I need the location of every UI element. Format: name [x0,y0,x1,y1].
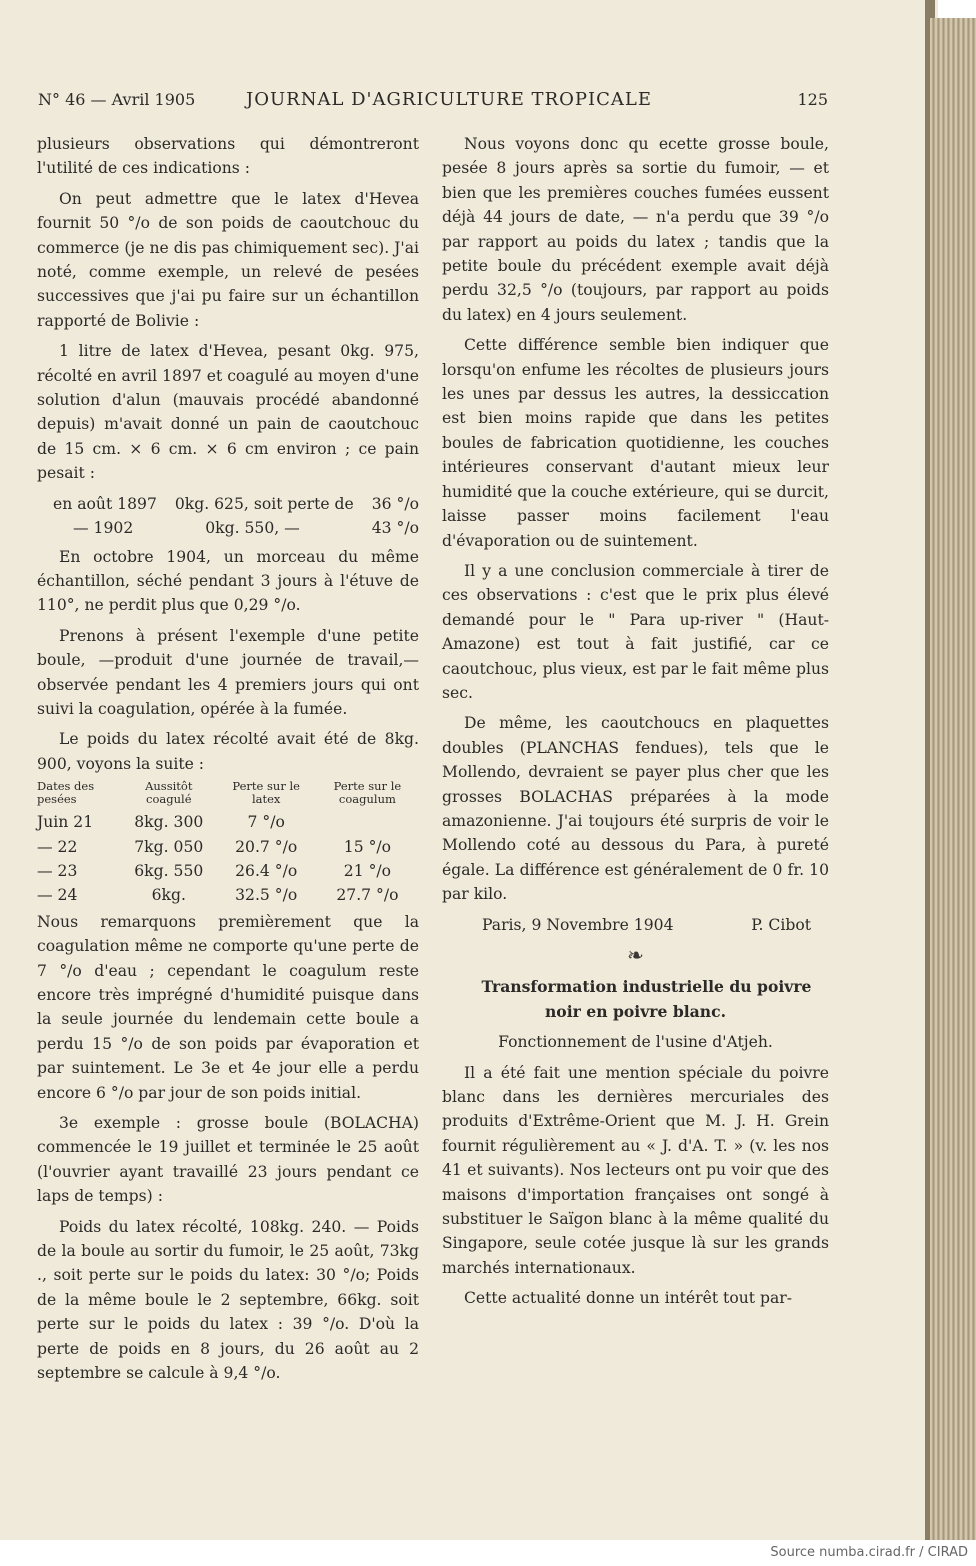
table-cell: 21 °/o [343,861,392,880]
paragraph: Le poids du latex récolté avait été de 8kg. 900, voyons la suite : [37,730,419,773]
table-row [37,835,419,859]
table-cell: 32.5 °/o [235,886,298,905]
weigh-loss: 36 °/o [371,494,419,513]
source-credit: Source numba.cirad.fr / CIRAD [770,1545,968,1560]
weigh-weight: 0kg. 550, — [205,519,300,538]
table-cell: 6kg. 550 [134,861,204,880]
left-column [37,132,419,1392]
page-number: 125 [797,90,828,109]
table-cell: — 23 [37,861,78,880]
table-cell: 20.7 °/o [235,837,298,856]
running-header [38,90,828,114]
table-cell: 7kg. 050 [134,837,204,856]
column-header: Perte sur le latex [232,779,300,807]
paragraph: Cette différence semble bien indiquer que lorsqu'on enfume les récoltes de plusieurs jours les unes par dessus les autres, la dessiccation est bien moins rapide que dans les petites boules de fabrication quotidienne, les couches intérieures conservant d'autant mieux leur humidité que la couche extérieure, qui se durcit, laisse passer moins facilement l'eau d'évaporation ou de suintement. [442,336,829,550]
table-cell: — 24 [37,886,78,905]
table-cell [316,810,419,834]
weigh-date: — 1902 [73,519,134,538]
weigh-date: en août 1897 [53,494,157,513]
paragraph: 1 litre de latex d'Hevea, pesant 0kg. 975, récolté en avril 1897 et coagulé au moyen d'une solution d'alun (mauvais procédé abandonné depuis) m'avait donné un pain de caoutchouc de 15 cm. × 6 cm. × 6 cm environ ; ce pain pesait : [37,342,419,483]
paragraph: Nous voyons donc qu ecette grosse boule, pesée 8 jours après sa sortie du fumoir, — et bien que les premières couches fumées eussent déjà 44 jours de date, — n'a perdu que 39 °/o par rapport au poids du latex ; tandis que la petite boule du précédent exemple avait déjà perdu 32,5 °/o (toujours, par rapport au poids du latex) en 4 jours seulement. [442,135,829,324]
weight-loss-table [37,780,419,908]
weigh-weight: 0kg. 625, soit perte de [174,494,354,513]
table-row [37,859,419,883]
article-title: Transformation industrielle du poivre noir en poivre blanc. [481,977,812,1021]
paragraph: 3e exemple : grosse boule (BOLACHA) commencée le 19 juillet et terminée le 25 août (l'ouvrier ayant travaillé 23 jours pendant ce laps de temps) : [37,1114,419,1206]
column-header: Dates des pesées [37,779,95,807]
table-cell: Juin 21 [37,813,94,832]
ornament-icon: ❧ [627,943,644,967]
signature-line [442,913,829,937]
table-cell: 8kg. 300 [134,813,204,832]
weigh-row [37,516,419,540]
article-subtitle: Fonctionnement de l'usine d'Atjeh. [498,1033,773,1052]
right-column [442,132,829,1317]
table-cell: 26.4 °/o [235,861,298,880]
column-header: Perte sur le coagulum [333,779,402,807]
journal-title: JOURNAL D'AGRICULTURE TROPICALE [246,89,652,110]
table-row [37,883,419,907]
signature-author: P. Cibot [751,915,811,934]
table-cell: 7 °/o [247,813,285,832]
weigh-loss: 43 °/o [371,519,419,538]
paragraph: En octobre 1904, un morceau du même échantillon, séché pendant 3 jours à l'étuve de 110°, ne perdit plus que 0,29 °/o. [37,547,419,615]
table-cell: 27.7 °/o [336,886,399,905]
paragraph: plusieurs observations qui démontreront l'utilité de ces indications : [37,135,419,178]
paragraph: De même, les caoutchoucs en plaquettes doubles (PLANCHAS fendues), tels que le Mollendo, devraient se payer plus cher que les grosses BOLACHAS préparées à la mode amazonienne. J'ai toujours été surpris de voir le Mollendo coté au dessous du Para, à pureté égale. La différence est généralement de 0 fr. 10 par kilo. [442,714,829,904]
paragraph: Nous remarquons premièrement que la coagulation même ne comporte qu'une perte de 7 °/o d'eau ; cependant le coagulum reste encore très imprégné d'humidité puisque dans la seule journée du lendemain cette boule a perdu 15 °/o de son poids par évaporation et par suintement. Le 3e et 4e jour elle a perdu encore 6 °/o par jour de son poids initial. [37,912,419,1102]
table-cell: — 22 [37,837,78,856]
paragraph: Cette actualité donne un intérêt tout par- [464,1289,792,1308]
issue-info: N° 46 — Avril 1905 [38,90,196,109]
paragraph: On peut admettre que le latex d'Hevea fournit 50 °/o de son poids de caoutchouc du commerce (je ne dis pas chimiquement sec). J'ai noté, comme exemple, un relevé de pesées successives que j'ai pu faire sur un échantillon rapporté de Bolivie : [37,189,419,330]
table-cell: 15 °/o [343,837,392,856]
paragraph: Poids du latex récolté, 108kg. 240. — Poids de la boule au sortir du fumoir, le 25 août, 73kg ., soit perte sur le poids du latex: 30 °/o; Poids de la même boule le 2 septembre, 66kg. soit perte sur le poids du latex : 39 °/o. D'où la perte de poids en 8 jours, du 26 août au 2 septembre se calcule à 9,4 °/o. [37,1217,419,1383]
paragraph: Il a été fait une mention spéciale du poivre blanc dans les dernières mercuriales des produits d'Extrême-Orient que M. J. H. Grein fournit régulièrement au « J. d'A. T. » (v. les nos 41 et suivants). Nos lecteurs ont pu voir que des maisons d'importation françaises ont songé à substituer le Saïgon blanc à la même qualité du Singapore, seule cotée jusque là sur les grands marchés internationaux. [442,1063,829,1277]
paragraph: Il y a une conclusion commerciale à tirer de ces observations : c'est que le prix plus élevé demandé pour le " Para up-river " (Haut-Amazone) est tout à fait justifié, car ce caoutchouc, plus vieux, est par le fait même plus sec. [442,561,829,702]
table-row [37,810,419,834]
page-stack-edge [930,18,976,1540]
weigh-row [37,492,419,516]
paragraph: Prenons à présent l'exemple d'une petite boule, —produit d'une journée de travail,— observée pendant les 4 premiers jours qui ont suivi la coagulation, opérée à la fumée. [37,626,419,718]
table-header-row [37,780,419,810]
signature-place-date: Paris, 9 Novembre 1904 [482,915,674,934]
column-header: Aussitôt coagulé [145,779,193,807]
table-cell: 6kg. [151,886,186,905]
